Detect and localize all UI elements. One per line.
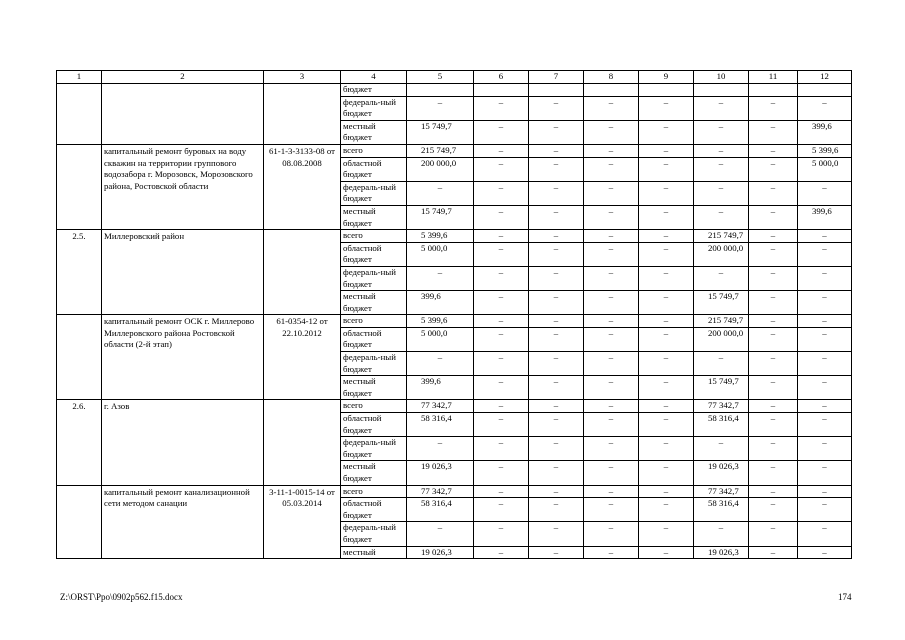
amount-cell	[798, 84, 852, 97]
funding-source: федераль-ный бюджет	[341, 522, 407, 546]
amount-cell: 399,6	[407, 291, 474, 315]
footer-file-path: Z:\ORST\Ppo\0902p562.f15.docx	[60, 592, 183, 602]
amount-cell	[639, 84, 694, 97]
amount-cell: –	[798, 96, 852, 120]
header-row	[57, 71, 852, 84]
amount-cell: –	[798, 522, 852, 546]
project-code	[264, 230, 341, 315]
amount-cell: –	[474, 266, 529, 290]
column-header: 5	[407, 71, 474, 84]
object-name	[102, 84, 264, 145]
amount-cell: –	[639, 352, 694, 376]
amount-cell: –	[639, 376, 694, 400]
amount-cell: 5 399,6	[798, 144, 852, 157]
amount-cell: –	[749, 315, 798, 328]
amount-cell: –	[584, 327, 639, 351]
amount-cell: 5 399,6	[407, 230, 474, 243]
amount-cell: –	[639, 315, 694, 328]
amount-cell: –	[474, 327, 529, 351]
amount-cell: –	[639, 266, 694, 290]
column-header: 10	[694, 71, 749, 84]
amount-cell: –	[407, 181, 474, 205]
amount-cell: –	[407, 266, 474, 290]
amount-cell: –	[749, 400, 798, 413]
amount-cell: –	[639, 400, 694, 413]
amount-cell: –	[694, 352, 749, 376]
amount-cell: –	[639, 205, 694, 229]
amount-cell: –	[584, 352, 639, 376]
amount-cell: 77 342,7	[407, 485, 474, 498]
project-code: 61-0354-12 от 22.10.2012	[264, 315, 341, 400]
amount-cell: 58 316,4	[694, 498, 749, 522]
amount-cell: –	[749, 498, 798, 522]
table-row	[57, 230, 852, 243]
amount-cell: –	[749, 546, 798, 559]
column-header: 6	[474, 71, 529, 84]
amount-cell: –	[694, 181, 749, 205]
amount-cell: 200 000,0	[407, 157, 474, 181]
funding-source: бюджет	[341, 84, 407, 97]
row-number	[57, 315, 102, 400]
amount-cell: –	[584, 120, 639, 144]
amount-cell: –	[529, 327, 584, 351]
amount-cell: –	[749, 266, 798, 290]
amount-cell: –	[474, 96, 529, 120]
amount-cell: –	[798, 485, 852, 498]
column-header: 8	[584, 71, 639, 84]
amount-cell: 215 749,7	[694, 315, 749, 328]
amount-cell: –	[584, 230, 639, 243]
column-header: 11	[749, 71, 798, 84]
amount-cell: –	[529, 485, 584, 498]
amount-cell: –	[798, 546, 852, 559]
column-header: 2	[102, 71, 264, 84]
amount-cell: –	[639, 242, 694, 266]
amount-cell: –	[694, 96, 749, 120]
amount-cell: 19 026,3	[407, 461, 474, 485]
amount-cell: –	[474, 181, 529, 205]
amount-cell: –	[694, 437, 749, 461]
amount-cell: –	[798, 181, 852, 205]
amount-cell: –	[798, 266, 852, 290]
funding-source: всего	[341, 144, 407, 157]
amount-cell: 77 342,7	[694, 485, 749, 498]
amount-cell: –	[639, 291, 694, 315]
amount-cell: –	[749, 376, 798, 400]
row-number	[57, 485, 102, 559]
amount-cell: –	[474, 400, 529, 413]
amount-cell: –	[639, 485, 694, 498]
amount-cell: –	[694, 157, 749, 181]
table-row	[57, 84, 852, 97]
funding-source: федераль-ный бюджет	[341, 96, 407, 120]
funding-source: местный бюджет	[341, 291, 407, 315]
amount-cell: –	[749, 242, 798, 266]
object-name: капитальный ремонт ОСК г. Миллерово Миллеровского района Ростовской области (2-й этап)	[102, 315, 264, 400]
amount-cell: –	[474, 157, 529, 181]
amount-cell: –	[474, 461, 529, 485]
funding-source: областной бюджет	[341, 413, 407, 437]
amount-cell: –	[529, 120, 584, 144]
amount-cell: 5 399,6	[407, 315, 474, 328]
amount-cell: –	[639, 157, 694, 181]
amount-cell: –	[639, 181, 694, 205]
amount-cell: –	[749, 230, 798, 243]
column-header: 7	[529, 71, 584, 84]
amount-cell: –	[529, 205, 584, 229]
amount-cell: –	[529, 96, 584, 120]
amount-cell: –	[798, 230, 852, 243]
funding-source: местный бюджет	[341, 205, 407, 229]
amount-cell: –	[474, 144, 529, 157]
amount-cell: –	[749, 522, 798, 546]
funding-source: федераль-ный бюджет	[341, 437, 407, 461]
amount-cell: 399,6	[798, 205, 852, 229]
funding-source: всего	[341, 485, 407, 498]
amount-cell: –	[749, 327, 798, 351]
amount-cell: –	[529, 157, 584, 181]
amount-cell: –	[529, 266, 584, 290]
amount-cell: –	[694, 205, 749, 229]
amount-cell: –	[749, 144, 798, 157]
amount-cell	[749, 84, 798, 97]
amount-cell: 399,6	[407, 376, 474, 400]
amount-cell: –	[474, 230, 529, 243]
amount-cell: 15 749,7	[694, 291, 749, 315]
row-number	[57, 84, 102, 145]
amount-cell: –	[639, 413, 694, 437]
amount-cell: –	[407, 352, 474, 376]
amount-cell: 19 026,3	[694, 461, 749, 485]
funding-source: федераль-ный бюджет	[341, 266, 407, 290]
table-row	[57, 315, 852, 328]
amount-cell: 19 026,3	[694, 546, 749, 559]
column-header: 1	[57, 71, 102, 84]
amount-cell: –	[798, 498, 852, 522]
amount-cell: –	[529, 522, 584, 546]
amount-cell: –	[474, 413, 529, 437]
amount-cell: –	[529, 315, 584, 328]
amount-cell: 19 026,3	[407, 546, 474, 559]
amount-cell: 215 749,7	[407, 144, 474, 157]
amount-cell: –	[798, 291, 852, 315]
project-code: 61-1-3-3133-08 от 08.08.2008	[264, 144, 341, 229]
column-header: 9	[639, 71, 694, 84]
amount-cell: –	[407, 96, 474, 120]
project-code: 3-11-1-0015-14 от 05.03.2014	[264, 485, 341, 559]
amount-cell: –	[529, 242, 584, 266]
amount-cell: –	[529, 413, 584, 437]
object-name: Миллеровский район	[102, 230, 264, 315]
amount-cell: –	[639, 96, 694, 120]
amount-cell: –	[584, 315, 639, 328]
amount-cell: –	[407, 522, 474, 546]
amount-cell: –	[584, 400, 639, 413]
object-name: г. Азов	[102, 400, 264, 485]
amount-cell: –	[639, 230, 694, 243]
amount-cell: –	[474, 498, 529, 522]
amount-cell: –	[529, 461, 584, 485]
amount-cell: –	[749, 413, 798, 437]
amount-cell: 15 749,7	[407, 120, 474, 144]
table-row	[57, 144, 852, 157]
amount-cell: –	[529, 546, 584, 559]
project-code	[264, 84, 341, 145]
amount-cell: –	[584, 376, 639, 400]
amount-cell: –	[584, 437, 639, 461]
amount-cell: 399,6	[798, 120, 852, 144]
amount-cell: –	[639, 144, 694, 157]
funding-source: всего	[341, 400, 407, 413]
amount-cell: –	[474, 315, 529, 328]
amount-cell: –	[584, 498, 639, 522]
amount-cell: 200 000,0	[694, 327, 749, 351]
amount-cell: –	[584, 96, 639, 120]
amount-cell: –	[798, 400, 852, 413]
row-number	[57, 144, 102, 229]
table-body	[57, 84, 852, 559]
amount-cell: –	[529, 352, 584, 376]
column-header: 12	[798, 71, 852, 84]
amount-cell: –	[749, 437, 798, 461]
funding-source: областной бюджет	[341, 498, 407, 522]
amount-cell: –	[694, 522, 749, 546]
amount-cell	[407, 84, 474, 97]
amount-cell: –	[694, 144, 749, 157]
amount-cell: –	[749, 461, 798, 485]
object-name: капитальный ремонт буровых на воду скважин на территории группового водозабора г. Морозовск, Морозовского района, Ростовской области	[102, 144, 264, 229]
column-header: 4	[341, 71, 407, 84]
amount-cell: 15 749,7	[694, 376, 749, 400]
amount-cell: 58 316,4	[694, 413, 749, 437]
amount-cell: –	[639, 522, 694, 546]
row-number: 2.5.	[57, 230, 102, 315]
amount-cell: –	[584, 522, 639, 546]
amount-cell: –	[639, 498, 694, 522]
amount-cell: –	[639, 120, 694, 144]
funding-source: местный	[341, 546, 407, 559]
amount-cell: –	[798, 327, 852, 351]
amount-cell: –	[584, 144, 639, 157]
amount-cell: –	[529, 144, 584, 157]
amount-cell: –	[474, 291, 529, 315]
amount-cell: –	[529, 376, 584, 400]
amount-cell: –	[529, 400, 584, 413]
amount-cell: –	[407, 437, 474, 461]
funding-source: областной бюджет	[341, 327, 407, 351]
amount-cell: 77 342,7	[694, 400, 749, 413]
amount-cell: –	[749, 157, 798, 181]
amount-cell: –	[639, 546, 694, 559]
funding-source: местный бюджет	[341, 120, 407, 144]
amount-cell: –	[639, 437, 694, 461]
amount-cell: 200 000,0	[694, 242, 749, 266]
amount-cell: –	[584, 546, 639, 559]
amount-cell	[474, 84, 529, 97]
amount-cell: 5 000,0	[407, 327, 474, 351]
table-row	[57, 485, 852, 498]
amount-cell: –	[798, 352, 852, 376]
amount-cell: –	[474, 437, 529, 461]
budget-table	[56, 70, 852, 559]
funding-source: областной бюджет	[341, 157, 407, 181]
amount-cell: –	[474, 242, 529, 266]
amount-cell: –	[529, 291, 584, 315]
page-number: 174	[838, 592, 852, 602]
amount-cell: –	[749, 352, 798, 376]
funding-source: федераль-ный бюджет	[341, 352, 407, 376]
amount-cell: 77 342,7	[407, 400, 474, 413]
funding-source: местный бюджет	[341, 461, 407, 485]
amount-cell: –	[584, 181, 639, 205]
amount-cell: –	[798, 315, 852, 328]
funding-source: местный бюджет	[341, 376, 407, 400]
amount-cell: –	[529, 498, 584, 522]
amount-cell: –	[529, 230, 584, 243]
funding-source: областной бюджет	[341, 242, 407, 266]
object-name: капитальный ремонт канализационной сети методом санации	[102, 485, 264, 559]
funding-source: всего	[341, 230, 407, 243]
amount-cell: –	[694, 120, 749, 144]
amount-cell: –	[749, 485, 798, 498]
amount-cell	[584, 84, 639, 97]
column-header: 3	[264, 71, 341, 84]
amount-cell: –	[749, 205, 798, 229]
amount-cell: –	[474, 376, 529, 400]
amount-cell: 58 316,4	[407, 498, 474, 522]
amount-cell: –	[749, 96, 798, 120]
amount-cell: –	[798, 242, 852, 266]
amount-cell: –	[584, 461, 639, 485]
amount-cell: –	[639, 327, 694, 351]
amount-cell: –	[584, 266, 639, 290]
amount-cell: –	[529, 181, 584, 205]
amount-cell	[694, 84, 749, 97]
amount-cell: –	[584, 413, 639, 437]
amount-cell: –	[584, 205, 639, 229]
amount-cell: –	[584, 485, 639, 498]
amount-cell: 5 000,0	[798, 157, 852, 181]
amount-cell: –	[694, 266, 749, 290]
amount-cell: –	[798, 461, 852, 485]
table-row	[57, 400, 852, 413]
amount-cell: –	[529, 437, 584, 461]
amount-cell	[529, 84, 584, 97]
amount-cell: –	[474, 205, 529, 229]
row-number: 2.6.	[57, 400, 102, 485]
amount-cell: 15 749,7	[407, 205, 474, 229]
amount-cell: 215 749,7	[694, 230, 749, 243]
amount-cell: 5 000,0	[407, 242, 474, 266]
amount-cell: –	[474, 522, 529, 546]
amount-cell: –	[584, 242, 639, 266]
amount-cell: –	[749, 181, 798, 205]
amount-cell: 58 316,4	[407, 413, 474, 437]
amount-cell: –	[474, 485, 529, 498]
amount-cell: –	[474, 546, 529, 559]
project-code	[264, 400, 341, 485]
amount-cell: –	[749, 291, 798, 315]
amount-cell: –	[584, 291, 639, 315]
amount-cell: –	[798, 413, 852, 437]
amount-cell: –	[798, 437, 852, 461]
funding-source: всего	[341, 315, 407, 328]
funding-source: федераль-ный бюджет	[341, 181, 407, 205]
amount-cell: –	[749, 120, 798, 144]
amount-cell: –	[639, 461, 694, 485]
amount-cell: –	[474, 352, 529, 376]
amount-cell: –	[584, 157, 639, 181]
amount-cell: –	[474, 120, 529, 144]
amount-cell: –	[798, 376, 852, 400]
